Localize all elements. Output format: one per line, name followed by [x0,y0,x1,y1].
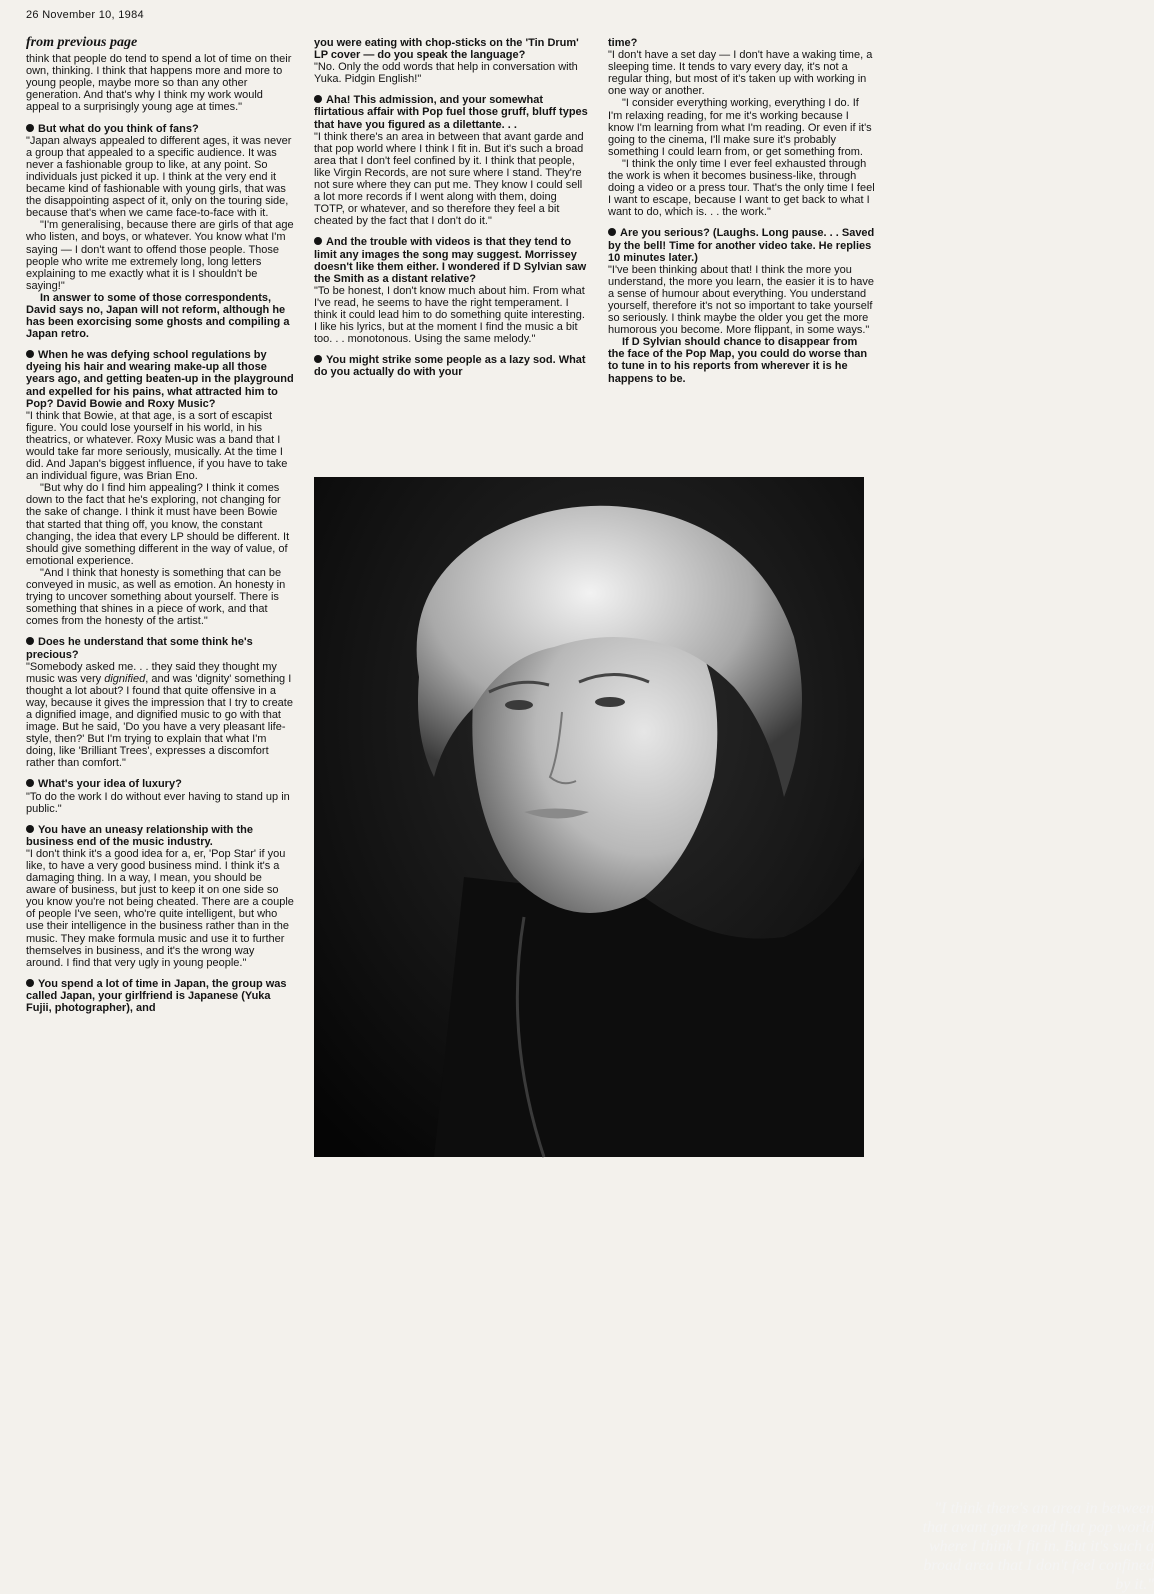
answer-paragraph: "I don't have a set day — I don't have a waking time, a sleeping time. It tends to vary every day, it's not a regular thing, but most of it's taken up with working in one way or another. [608,49,873,98]
page-folio: 26 November 10, 1984 [26,9,144,21]
question-heading: Are you serious? (Laughs. Long pause. . . Saved by the bell! Time for another video take. He replies 10 minutes later.) [608,227,875,264]
answer-paragraph: "I've been thinking about that! I think the more you understand, the more you learn, the easier it is to have a sense of humour about everything. You understand yourself, therefore it's not so important to take yourself so seriously. I think maybe the older you get the more humorous you become. More flippant, in some ways." [608,263,874,337]
answer-paragraph: "I think the only time I ever feel exhausted through the work is when it becomes business-like, through doing a video or a press tour. That's the only time I feel I want to escape, because I want to get back to what I want to do, which is. . . the work." [608,157,875,219]
answer-paragraph: "No. Only the odd words that help in conversation with Yuka. Pidgin English!" [314,61,578,86]
question-heading: But what do you think of fans? [26,123,294,135]
bullet-icon [26,825,34,833]
bullet-icon [26,124,34,132]
answer-paragraph: "Somebody asked me. . . they said they thought my music was very dignified, and was 'dignity' something I thought a lot about? I found that quite offensive in a way, because it gives the impression that I try to create a dignified image, and dignified music to go with that image. But he said, 'Do you have a very pleasant life-style, then?' But I'm trying to explain that what I'm doing, like 'Brilliant Trees', expresses a discomfort rather than comfort." [26,660,293,770]
answer-paragraph: "I think there's an area in between that avant garde and that pop world where I think I fit in. But it's such a broad area that I don't feel confined by it. I think that people, like Virgin Records, are not sure where I stand. They're not sure where they can put me. They know I could sell a lot more records if I went along with them, doing TOTP, or whatever, and so therefore they feel a bit cheated by the fact that I don't do it." [314,130,584,228]
question-heading: You might strike some people as a lazy sod. What do you actually do with your [314,354,586,379]
bullet-icon [26,350,34,358]
question-heading: You spend a lot of time in Japan, the group was called Japan, your girlfriend is Japanese (Yuka Fujii, photographer), and [26,977,287,1015]
editor-note: In answer to some of those correspondents, David says no, Japan will not reform, although he has been exorcising some ghosts and compiling a Japan retro. [26,291,290,341]
answer-paragraph: "I consider everything working, everything I do. If I'm relaxing reading, for me it's working because I know I'm learning from what I'm reading. Or even if it's going to the cinema, I'll make sure it's probably something I could learn from, or get something from. [608,97,872,158]
bullet-icon [26,637,34,645]
question-heading: you were eating with chop-sticks on the 'Tin Drum' LP cover — do you speak the language? [314,37,579,62]
bullet-icon [608,228,616,236]
question-heading: You have an uneasy relationship with the business end of the music industry. [26,823,253,848]
answer-paragraph: "I think that Bowie, at that age, is a sort of escapist figure. You could lose yourself in his world, in his theatrics, or whatever. Roxy Music was a band that I would take far more seriously, musically. At the time I did. And Japan's biggest influence, if you have to take an individual figure, was Brian Eno. [26,409,288,483]
continued-from-label: from previous page [26,35,138,50]
answer-paragraph: "I'm generalising, because there are girls of that age who listen, and boys, or whatever. You know what I'm saying — I don't want to offend those people. Those people who write me extremely long, long letters explaining to me exactly what it is I shouldn't be saying!" [26,219,294,292]
closing-paragraph: If D Sylvian should chance to disappear from the face of the Pop Map, you could do worse than to tune in to his reports from wherever it is he happens to be. [608,336,868,385]
question-heading: time? [608,37,638,49]
answer-paragraph: "To be honest, I don't know much about him. From what I've read, he seems to have the right temperament. I think it could lead him to do something quite interesting. I like his lyrics, but at the moment I find the music a bit too. . . monotonous. Using the same melody." [314,284,585,346]
article-column-2 [314,37,589,457]
bullet-icon [314,355,322,363]
bullet-icon [314,95,322,103]
pull-quote: "I think there's an area in between that avant garde and that pop world where I think I fit in. But it's such a broad area that I don't feel confined by it." [922,1500,1154,1593]
bullet-icon [26,979,34,987]
question-heading: Does he understand that some think he's precious? [26,636,253,661]
portrait-illustration [314,477,864,1157]
question-heading: Aha! This admission, and your somewhat flirtatious affair with Pop fuel those gruff, bluff types that have you figured as a dilettante. . . [314,94,588,131]
portrait-photo [314,477,1154,1593]
article-column-3 [608,37,876,457]
question-heading: What's your idea of luxury? [26,778,294,790]
answer-paragraph: think that people do tend to spend a lot of time on their own, thinking. I think that happens more and more to young people, maybe more so than any other generation. And that's why I think my work would appeal to a surprisingly young age at times." [26,53,292,114]
answer-paragraph: "But why do I find him appealing? I think it comes down to the fact that he's exploring, not changing for the sake of change. I think it must have been Bowie that started that thing off, you know, the constant changing, the idea that every LP should be different. It should give something different in the way of value, of emotional experience. [26,482,290,567]
answer-paragraph: "And I think that honesty is something that can be conveyed in music, as well as emotion. An honesty in trying to uncover something about yourself. There is something that shines in a piece of work, and that comes from the honesty of the artist." [26,566,286,628]
answer-paragraph: "I don't think it's a good idea for a, er, 'Pop Star' if you like, to have a very good business mind. I think it's a damaging thing. In a way, I mean, you should be aware of business, but just to keep it on one side so you know you're not being cheated. There are a couple of people I've seen, who're quite intelligent, but who use their intelligence in the business rather than in the music. They make formula music and use it to further themselves in business, and it's the wrong way around. I find that very ugly in young people." [26,847,294,969]
article-column-1 [26,37,294,1155]
question-heading: When he was defying school regulations by dyeing his hair and wearing make-up all those years ago, and getting beaten-up in the playground and expelled for his pains, what attracted him to Pop? David Bowie and Roxy Music? [26,349,294,410]
bullet-icon [314,237,322,245]
answer-paragraph: "Japan always appealed to different ages, it was never a group that appealed to a specific audience. It was never a fashionable group to like, at any point. So individuals just picked it up. I think at the very end it became kind of fashionable with young girls, that was the disappointing aspect of it, only on the touring side, because that's when we came face-to-face with it. [26,134,292,220]
bullet-icon [26,779,34,787]
answer-paragraph: "To do the work I do without ever having to stand up in public." [26,790,290,815]
question-heading: And the trouble with videos is that they tend to limit any images the song may suggest. Morrissey doesn't like them either. I wondered if D Sylvian saw the Smith as a distant relative? [314,236,587,285]
